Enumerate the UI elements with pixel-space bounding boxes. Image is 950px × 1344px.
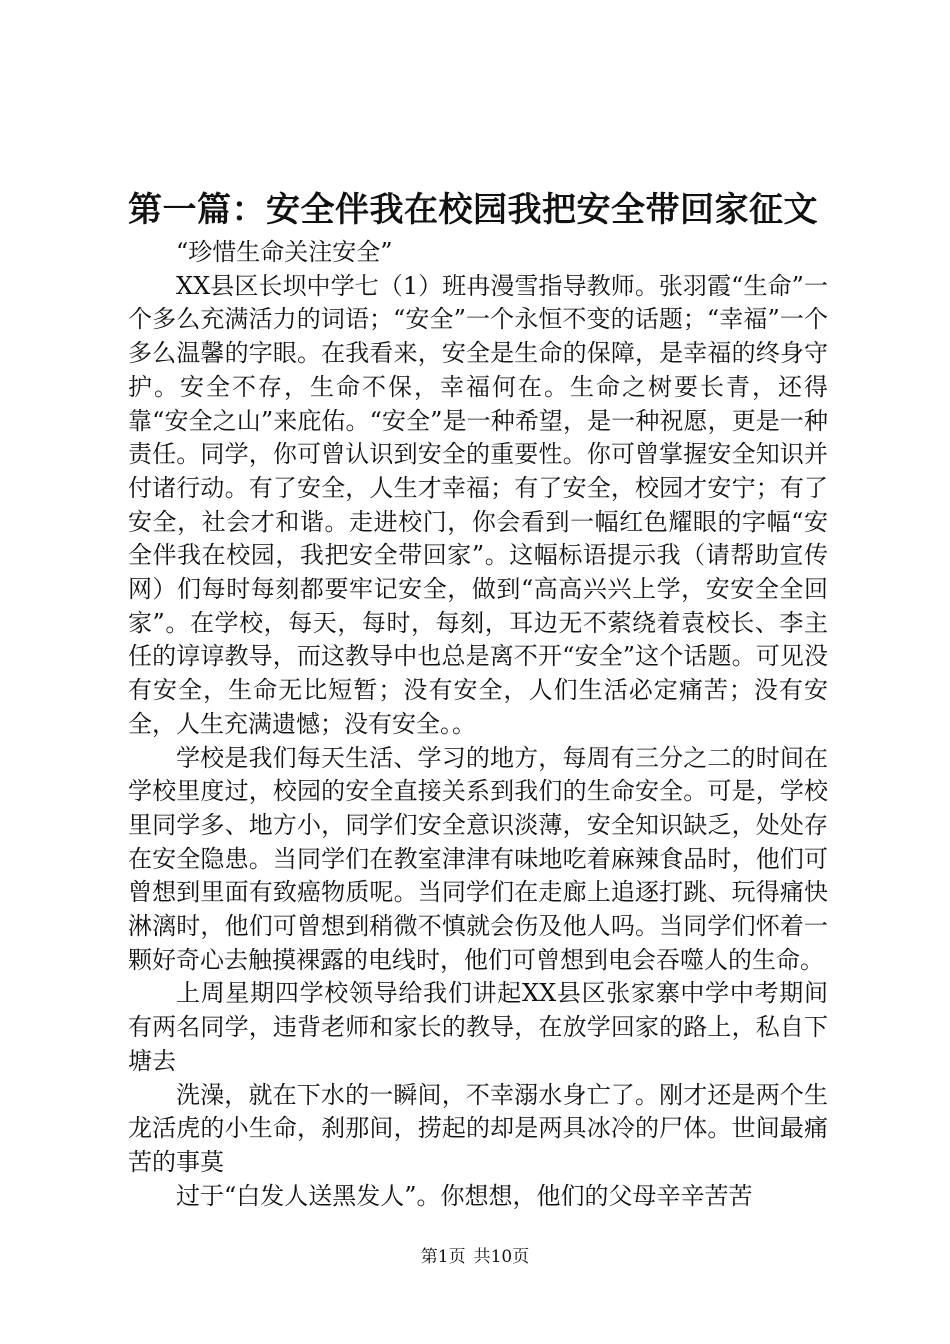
paragraph: 洗澡，就在下水的一瞬间，不幸溺水身亡了。刚才还是两个生龙活虎的小生命，刹那间，捞起的却是两具冰冷的尸体。世间最痛苦的事莫 (128, 1080, 828, 1176)
page-number: 第1页 (420, 1247, 466, 1267)
paragraph-subtitle: “珍惜生命关注安全” (176, 238, 393, 266)
document-title: 第一篇：安全伴我在校园我把安全带回家征文 (128, 190, 818, 230)
paragraph: XX县区长坝中学七（1）班冉漫雪指导教师。张羽霞“生命”一个多么充满活力的词语；“安全”一个永恒不变的话题；“幸福”一个多么温馨的字眼。在我看来，安全是生命的保障，是幸福的终身守护。安全不存，生命不保，幸福何在。生命之树要长青，还得靠“安全之山”来庇佑。“安全”是一种希望，是一种祝愿，更是一种责任。同学，你可曾认识到安全的重要性。你可曾掌握安全知识并付诸行动。有了安全，人生才幸福；有了安全，校园才安宁；有了安全，社会才和谐。走进校门，你会看到一幅红色耀眼的字幅“安全伴我在校园，我把安全带回家”。这幅标语提示我（请帮助宣传网）们每时每刻都要牢记安全，做到“高高兴兴上学，安安全全回家”。在学校，每天，每时，每刻，耳边无不萦绕着袁校长、李主任的谆谆教导，而这教导中也总是离不开“安全”这个话题。可见没有安全，生命无比短暂；没有安全，人们生活必定痛苦；没有安全，人生充满遗憾；没有安全。。 (128, 271, 828, 738)
page-total: 共10页 (473, 1247, 530, 1267)
paragraph: 学校是我们每天生活、学习的地方，每周有三分之二的时间在学校里度过，校园的安全直接关系到我们的生命安全。可是，学校里同学多、地方小，同学们安全意识淡薄，安全知识缺乏，处处存在安全隐患。当同学们在教室津津有味地吃着麻辣食品时，他们可曾想到里面有致癌物质呢。当同学们在走廊上追逐打跳、玩得痛快淋漓时，他们可曾想到稍微不慎就会伤及他人吗。当同学们怀着一颗好奇心去触摸裸露的电线时，他们可曾想到电会吞噬人的生命。 (128, 743, 828, 974)
paragraph: 过于“白发人送黑发人”。你想想，他们的父母辛辛苦苦 (176, 1181, 753, 1210)
paragraph: 上周星期四学校领导给我们讲起XX县区张家寨中学中考期间有两名同学，违背老师和家长的教导，在放学回家的路上，私自下塘去 (128, 979, 828, 1075)
page-footer (0, 1245, 950, 1269)
document-body (128, 236, 828, 1213)
